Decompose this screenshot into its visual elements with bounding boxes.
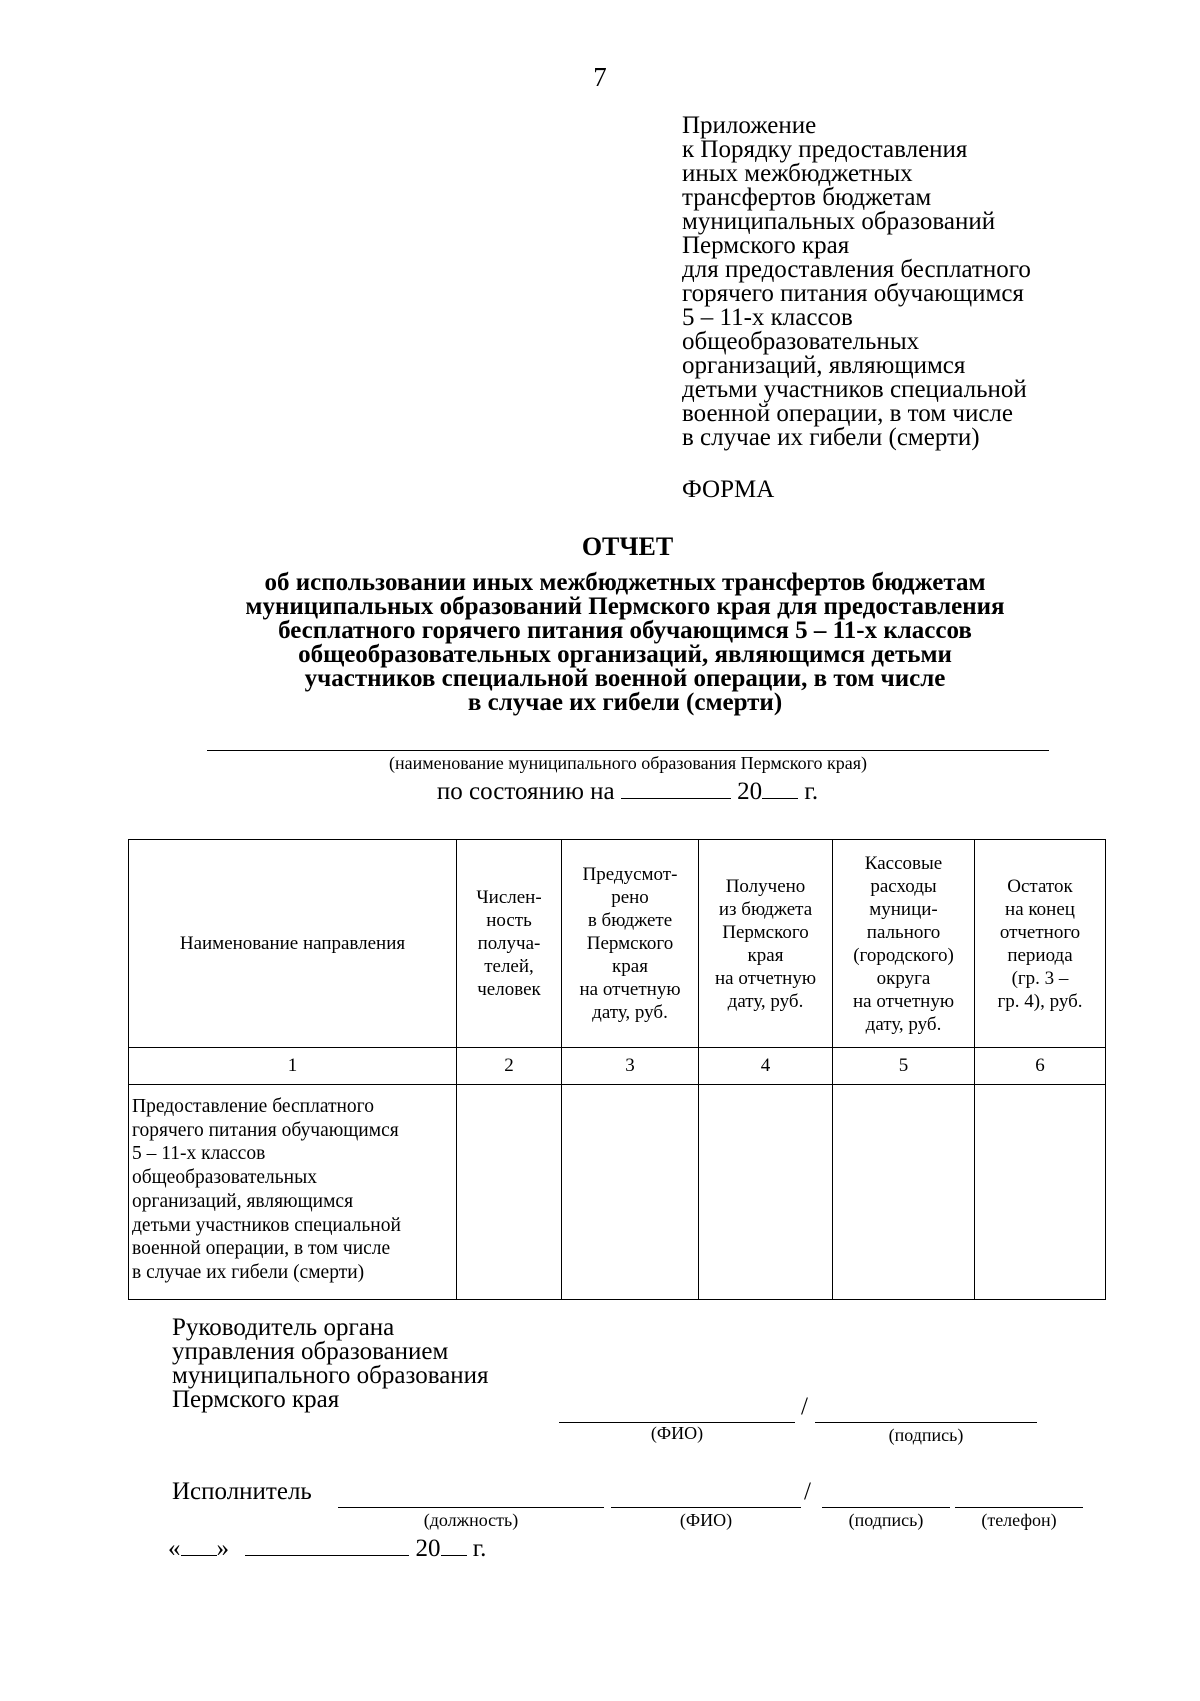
column-number: 1 [129,1048,457,1085]
date-year-field[interactable] [441,1535,467,1556]
appendix-line: иных межбюджетных [682,160,913,187]
appendix-line: общеобразовательных [682,328,920,355]
date-year-prefix: 20 [415,1535,441,1562]
appendix-line: в случае их гибели (смерти) [682,424,980,451]
header-direction-name: Наименование направления [129,840,457,1048]
subtitle-line: об использовании иных межбюджетных трансфертов бюджетам [264,569,986,596]
table-column-numbers-row [129,1048,1106,1085]
header-cash-expenses: Кассовые расходы муници- пального (городского) округа на отчетную дату, руб. [833,840,975,1048]
subtitle-line: общеобразовательных организаций, являющимся детьми [298,641,952,668]
page-number: 7 [593,62,607,92]
header-received: Получено из бюджета Пермского края на отчетную дату, руб. [699,840,833,1048]
column-number: 3 [562,1048,699,1085]
date-close-quote: » [216,1535,229,1562]
column-number: 6 [975,1048,1106,1085]
performer-phone-field[interactable] [955,1507,1083,1508]
municipality-name-field[interactable] [207,750,1049,751]
state-year-prefix: 20 [737,778,763,805]
performer-signature-field[interactable] [822,1507,950,1508]
head-signature-caption: (подпись) [888,1425,964,1445]
head-label-line: управления образованием [172,1338,449,1365]
performer-fio-caption: (ФИО) [679,1510,733,1530]
appendix-line: муниципальных образований [682,208,996,235]
subtitle-line: бесплатного горячего питания обучающимся 5 – 11-х классов [278,617,972,644]
appendix-line: военной операции, в том числе [682,400,1013,427]
appendix-line: Пермского края [682,232,850,259]
date-open-quote: « [168,1535,181,1562]
head-signature-label [172,1316,489,1412]
appendix-line: детьми участников специальной [682,376,1027,403]
head-label-line: муниципального образования [172,1362,489,1389]
form-label: ФОРМА [682,476,775,503]
head-signature-field[interactable] [815,1422,1037,1423]
state-year-field[interactable] [762,778,798,799]
subtitle-line: в случае их гибели (смерти) [467,689,783,716]
date-month-field[interactable] [245,1535,409,1556]
performer-separator: / [804,1478,811,1505]
performer-fio-field[interactable] [611,1507,801,1508]
column-number: 5 [833,1048,975,1085]
header-balance: Остаток на конец отчетного периода (гр. 3 – гр. 4), руб. [975,840,1106,1048]
appendix-line: Приложение [682,112,817,139]
cell-received[interactable] [699,1085,833,1300]
header-budgeted: Предусмот- рено в бюджете Пермского края на отчетную дату, руб. [562,840,699,1048]
header-recipients-count: Числен- ность получа- телей, человек [457,840,562,1048]
state-year-suffix: г. [804,778,819,805]
performer-phone-caption: (телефон) [981,1510,1057,1530]
cell-balance[interactable] [975,1085,1106,1300]
state-prefix: по состоянию на [436,778,615,805]
row-direction-name: Предоставление бесплатного горячего питания обучающимся 5 – 11-х классов общеобразовательных организаций, являющимся детьми участников специальной военной операции, в том числе в случае их гибели (смерти) [129,1085,457,1300]
appendix-line: трансфертов бюджетам [682,184,932,211]
table-row [129,1085,1106,1300]
appendix-block [682,114,1102,450]
column-number: 4 [699,1048,833,1085]
cell-cash-expenses[interactable] [833,1085,975,1300]
head-label-line: Пермского края [172,1386,340,1413]
head-separator: / [801,1393,808,1420]
cell-recipients-count[interactable] [457,1085,562,1300]
performer-position-field[interactable] [338,1507,604,1508]
municipality-caption: (наименование муниципального образования Пермского края) [388,753,868,773]
appendix-line: для предоставления бесплатного [682,256,1031,283]
state-date-field[interactable] [621,778,731,799]
appendix-line: горячего питания обучающимся [682,280,1024,307]
report-title: ОТЧЕТ [581,532,674,561]
appendix-line: к Порядку предоставления [682,136,968,163]
appendix-line: 5 – 11-х классов [682,304,853,331]
report-subtitle [150,571,1100,715]
date-day-field[interactable] [181,1535,217,1556]
cell-budgeted[interactable] [562,1085,699,1300]
date-year-suffix: г. [472,1535,487,1562]
performer-signature-caption: (подпись) [848,1510,924,1530]
state-as-of-line [0,778,1200,806]
head-fio-caption: (ФИО) [650,1423,704,1443]
subtitle-line: участников специальной военной операции, в том числе [304,665,946,692]
report-table [128,839,1106,1300]
table-header-row [129,840,1106,1048]
column-number: 2 [457,1048,562,1085]
date-line [168,1535,486,1563]
performer-label: Исполнитель [172,1478,312,1505]
appendix-line: организаций, являющимся [682,352,966,379]
head-label-line: Руководитель органа [172,1314,395,1341]
performer-position-caption: (должность) [423,1510,519,1530]
subtitle-line: муниципальных образований Пермского края для предоставления [245,593,1005,620]
